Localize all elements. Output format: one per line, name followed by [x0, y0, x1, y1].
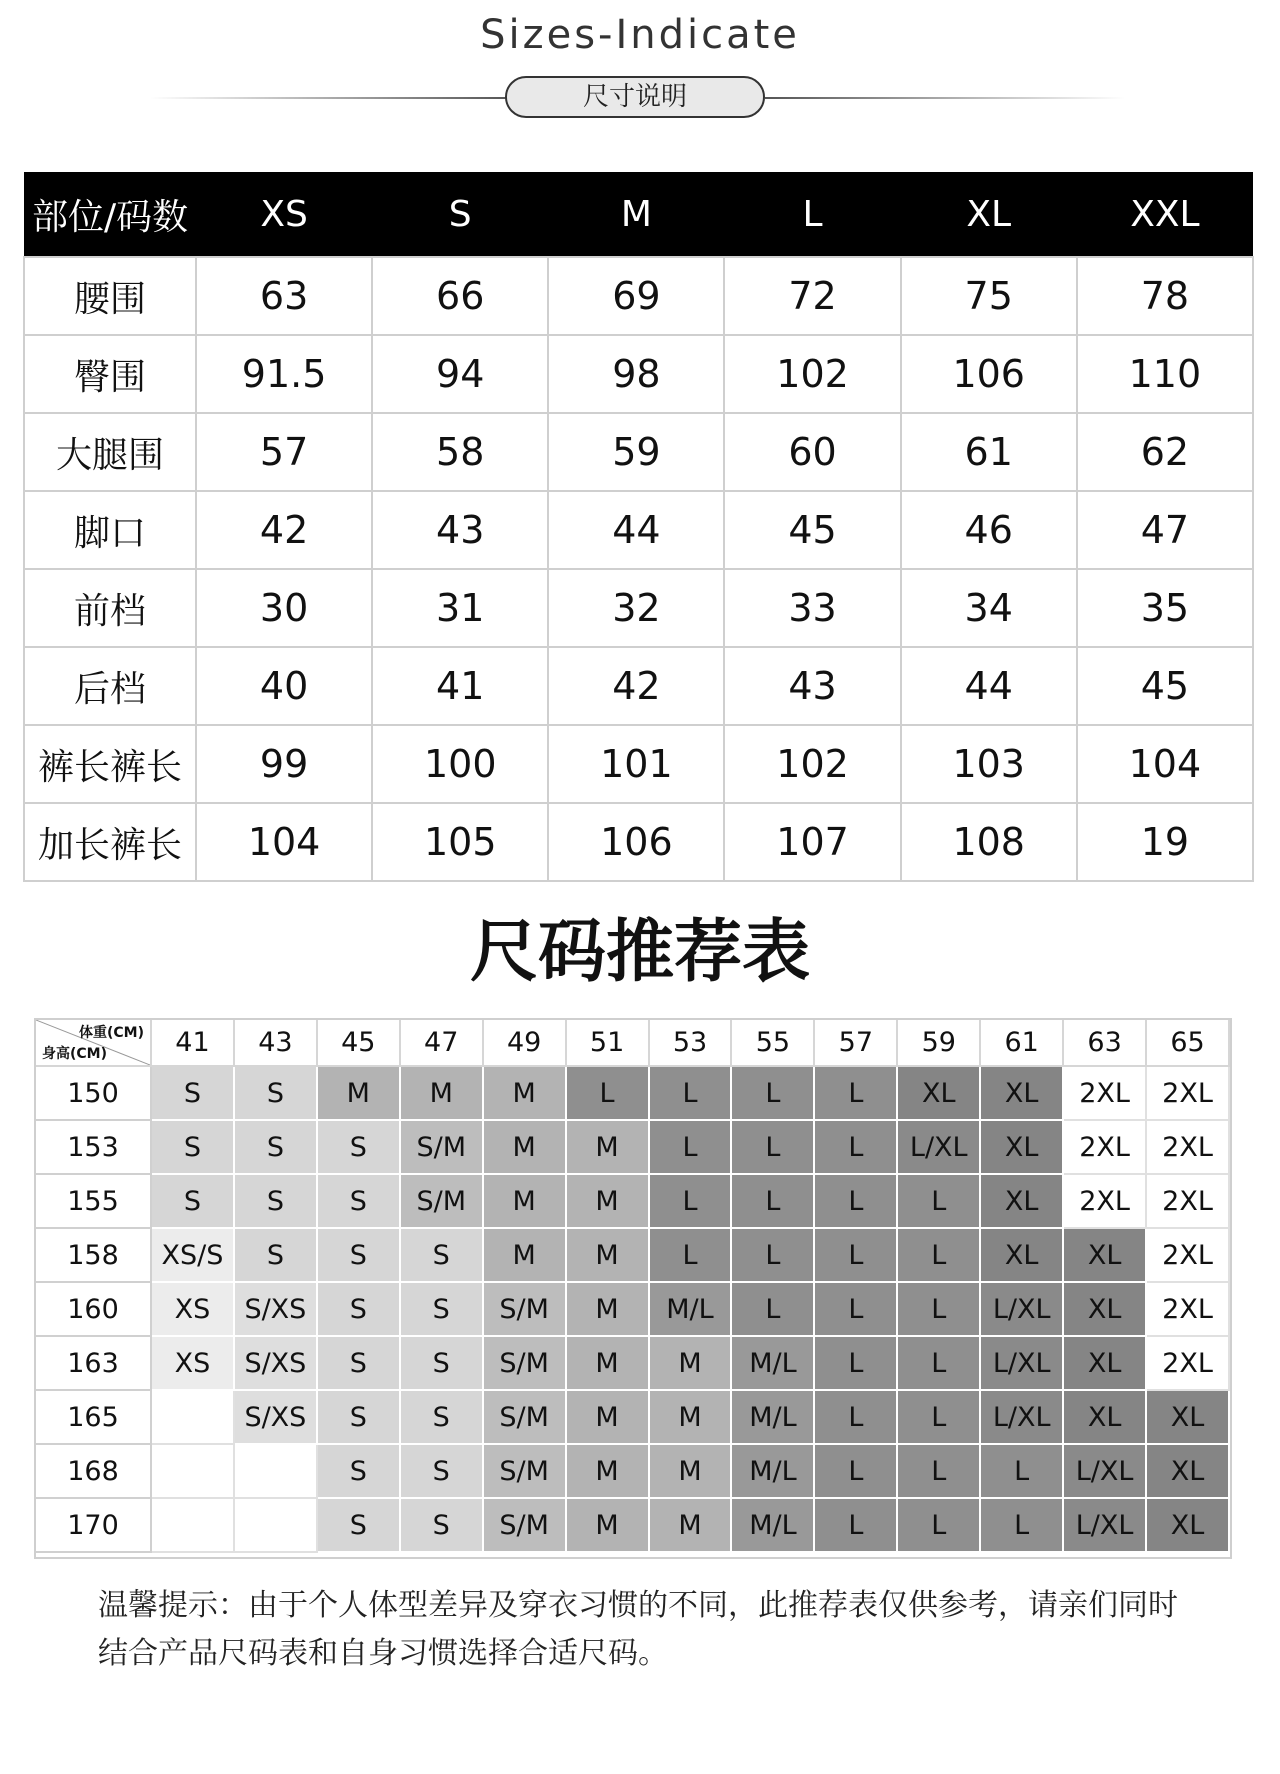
weight-column-header: 63	[1064, 1020, 1147, 1067]
measurement-value: 78	[1077, 257, 1253, 335]
size-table-row	[24, 647, 1253, 725]
height-label: 150	[36, 1067, 152, 1121]
recommended-size-cell: 2XL	[1147, 1229, 1230, 1283]
recommended-size-cell: S/M	[401, 1121, 484, 1175]
recommended-size-cell: L	[815, 1445, 898, 1499]
recommended-size-cell: M	[484, 1175, 567, 1229]
size-spec-table	[23, 172, 1254, 882]
recommended-size-cell: XS/S	[152, 1229, 235, 1283]
recommended-size-cell: L	[815, 1337, 898, 1391]
recommended-size-cell: M/L	[650, 1283, 733, 1337]
size-column-header: M	[548, 172, 724, 257]
weight-column-header: 59	[898, 1020, 981, 1067]
measurement-value: 42	[548, 647, 724, 725]
measurement-value: 102	[724, 335, 900, 413]
height-axis-label: 身高(CM)	[42, 1046, 108, 1062]
recommended-size-cell: M	[567, 1391, 650, 1445]
measurement-value: 19	[1077, 803, 1253, 881]
measurement-value: 105	[372, 803, 548, 881]
size-advice-note	[98, 1582, 1198, 1678]
recommended-size-cell: M	[650, 1499, 733, 1553]
measurement-value: 99	[196, 725, 372, 803]
recommended-size-cell: M	[567, 1445, 650, 1499]
recommended-size-cell	[152, 1499, 235, 1553]
recommended-size-cell: L	[650, 1121, 733, 1175]
recommended-size-cell: L	[898, 1445, 981, 1499]
size-table-header-row	[24, 172, 1253, 257]
recommended-size-cell: M	[567, 1337, 650, 1391]
recommended-size-cell: L	[898, 1391, 981, 1445]
recommended-size-cell: S/M	[484, 1337, 567, 1391]
measurement-value: 60	[724, 413, 900, 491]
weight-column-header: 53	[650, 1020, 733, 1067]
recommended-size-cell: XL	[1064, 1337, 1147, 1391]
weight-column-header: 57	[815, 1020, 898, 1067]
recommended-size-cell	[152, 1445, 235, 1499]
measurement-value: 43	[724, 647, 900, 725]
recommended-size-cell: S/M	[484, 1499, 567, 1553]
recommended-size-cell: 2XL	[1064, 1175, 1147, 1229]
measurement-value: 94	[372, 335, 548, 413]
height-label: 168	[36, 1445, 152, 1499]
header-title-en: Sizes-Indicate	[480, 12, 800, 58]
recommended-size-cell: S/XS	[235, 1391, 318, 1445]
measurement-value: 31	[372, 569, 548, 647]
recommended-size-cell: M	[401, 1067, 484, 1121]
recommended-size-cell: M/L	[732, 1499, 815, 1553]
measurement-label: 后档	[24, 647, 196, 725]
recommended-size-cell: L/XL	[981, 1391, 1064, 1445]
recommended-size-cell: 2XL	[1147, 1067, 1230, 1121]
header-divider-left	[150, 97, 510, 99]
height-row	[36, 1175, 1230, 1229]
recommended-size-cell: S	[318, 1229, 401, 1283]
size-table-row	[24, 335, 1253, 413]
recommended-size-cell: M	[484, 1121, 567, 1175]
recommended-size-cell: S	[152, 1175, 235, 1229]
recommended-size-cell: S	[401, 1445, 484, 1499]
recommended-size-cell: S/M	[484, 1391, 567, 1445]
recommended-size-cell: L	[650, 1067, 733, 1121]
height-row	[36, 1499, 1230, 1553]
height-label: 163	[36, 1337, 152, 1391]
recommended-size-cell: S	[318, 1391, 401, 1445]
recommended-size-cell: XL	[1147, 1445, 1230, 1499]
size-table-row	[24, 413, 1253, 491]
recommended-size-cell: XL	[1064, 1229, 1147, 1283]
recommended-size-cell: S	[152, 1067, 235, 1121]
measurement-value: 110	[1077, 335, 1253, 413]
height-label: 155	[36, 1175, 152, 1229]
measurement-value: 57	[196, 413, 372, 491]
weight-axis-label: 体重(CM)	[78, 1025, 144, 1041]
recommended-size-cell: 2XL	[1147, 1121, 1230, 1175]
height-row	[36, 1067, 1230, 1121]
measurement-label: 腰围	[24, 257, 196, 335]
recommended-size-cell: 2XL	[1064, 1121, 1147, 1175]
recommended-size-cell: L/XL	[898, 1121, 981, 1175]
size-table-row	[24, 725, 1253, 803]
weight-column-header: 47	[401, 1020, 484, 1067]
recommended-size-cell: L	[815, 1175, 898, 1229]
recommended-size-cell: L	[815, 1229, 898, 1283]
measurement-value: 43	[372, 491, 548, 569]
recommended-size-cell: L/XL	[981, 1283, 1064, 1337]
weight-header-row	[36, 1020, 1230, 1067]
recommended-size-cell: L/XL	[981, 1337, 1064, 1391]
recommended-size-cell: L	[898, 1499, 981, 1553]
recommended-size-cell: M	[650, 1337, 733, 1391]
recommended-size-cell: M	[318, 1067, 401, 1121]
recommended-size-cell: S	[235, 1121, 318, 1175]
recommended-size-cell: XL	[1064, 1283, 1147, 1337]
recommended-size-cell: XL	[981, 1229, 1064, 1283]
grid-corner-cell	[36, 1020, 152, 1067]
height-row	[36, 1121, 1230, 1175]
measurement-value: 107	[724, 803, 900, 881]
measurement-value: 44	[901, 647, 1077, 725]
measurement-value: 104	[196, 803, 372, 881]
height-label: 153	[36, 1121, 152, 1175]
measurement-value: 42	[196, 491, 372, 569]
recommended-size-cell: S	[318, 1175, 401, 1229]
recommended-size-cell	[152, 1391, 235, 1445]
measurement-label: 前档	[24, 569, 196, 647]
measurement-value: 75	[901, 257, 1077, 335]
recommended-size-cell: S/XS	[235, 1337, 318, 1391]
note-line-1: 温馨提示：由于个人体型差异及穿衣习惯的不同，此推荐表仅供参考，请亲们同时	[98, 1588, 1178, 1623]
recommendation-title: 尺码推荐表	[469, 913, 810, 992]
measurement-value: 91.5	[196, 335, 372, 413]
recommended-size-cell: L	[732, 1175, 815, 1229]
weight-column-header: 49	[484, 1020, 567, 1067]
measurement-value: 69	[548, 257, 724, 335]
size-column-header: S	[372, 172, 548, 257]
measurement-value: 100	[372, 725, 548, 803]
height-row	[36, 1229, 1230, 1283]
recommended-size-cell: L	[898, 1337, 981, 1391]
size-table-row	[24, 491, 1253, 569]
measurement-value: 58	[372, 413, 548, 491]
size-table-corner: 部位/码数	[24, 172, 196, 257]
recommended-size-cell: L	[898, 1283, 981, 1337]
recommended-size-cell: L	[815, 1391, 898, 1445]
recommended-size-cell: L	[815, 1283, 898, 1337]
recommended-size-cell: L	[732, 1067, 815, 1121]
recommended-size-cell: M	[650, 1445, 733, 1499]
weight-column-header: 41	[152, 1020, 235, 1067]
measurement-label: 裤长裤长	[24, 725, 196, 803]
weight-column-header: 61	[981, 1020, 1064, 1067]
measurement-value: 61	[901, 413, 1077, 491]
recommended-size-cell: XL	[1064, 1391, 1147, 1445]
measurement-value: 47	[1077, 491, 1253, 569]
recommended-size-cell: S	[401, 1499, 484, 1553]
recommended-size-cell: L	[898, 1175, 981, 1229]
recommended-size-cell: M	[484, 1229, 567, 1283]
recommended-size-cell: L	[815, 1499, 898, 1553]
measurement-value: 106	[548, 803, 724, 881]
recommended-size-cell: S/XS	[235, 1283, 318, 1337]
recommended-size-cell: S	[235, 1229, 318, 1283]
recommended-size-cell: XL	[981, 1121, 1064, 1175]
size-column-header: XS	[196, 172, 372, 257]
measurement-value: 106	[901, 335, 1077, 413]
recommended-size-cell: S	[401, 1337, 484, 1391]
header-divider-right	[765, 97, 1125, 99]
measurement-label: 脚口	[24, 491, 196, 569]
measurement-label: 加长裤长	[24, 803, 196, 881]
weight-column-header: 45	[318, 1020, 401, 1067]
recommended-size-cell: XL	[981, 1175, 1064, 1229]
measurement-value: 72	[724, 257, 900, 335]
size-table-row	[24, 803, 1253, 881]
recommended-size-cell: L/XL	[1064, 1499, 1147, 1553]
recommended-size-cell: S	[318, 1337, 401, 1391]
measurement-value: 62	[1077, 413, 1253, 491]
weight-column-header: 51	[567, 1020, 650, 1067]
recommended-size-cell: 2XL	[1064, 1067, 1147, 1121]
measurement-value: 35	[1077, 569, 1253, 647]
size-column-header: L	[724, 172, 900, 257]
recommended-size-cell: S	[401, 1391, 484, 1445]
recommended-size-cell: S	[401, 1283, 484, 1337]
size-column-header: XL	[901, 172, 1077, 257]
measurement-value: 32	[548, 569, 724, 647]
recommended-size-cell: XL	[898, 1067, 981, 1121]
weight-column-header: 65	[1147, 1020, 1230, 1067]
recommended-size-cell: L	[981, 1445, 1064, 1499]
recommended-size-cell: L	[815, 1121, 898, 1175]
measurement-value: 45	[724, 491, 900, 569]
recommended-size-cell: S	[318, 1499, 401, 1553]
recommended-size-cell: S/M	[484, 1445, 567, 1499]
measurement-value: 108	[901, 803, 1077, 881]
recommended-size-cell: L	[650, 1175, 733, 1229]
recommended-size-cell: 2XL	[1147, 1175, 1230, 1229]
recommended-size-cell: M/L	[732, 1337, 815, 1391]
recommended-size-cell: S/M	[484, 1283, 567, 1337]
height-label: 165	[36, 1391, 152, 1445]
recommended-size-cell: L/XL	[1064, 1445, 1147, 1499]
measurement-value: 30	[196, 569, 372, 647]
height-row	[36, 1391, 1230, 1445]
recommended-size-cell: L	[650, 1229, 733, 1283]
header-title-cn-pill: 尺寸说明	[505, 76, 765, 118]
measurement-value: 101	[548, 725, 724, 803]
recommended-size-cell: S	[152, 1121, 235, 1175]
recommended-size-cell: S	[318, 1283, 401, 1337]
recommended-size-cell: XL	[1147, 1499, 1230, 1553]
recommended-size-cell: XS	[152, 1283, 235, 1337]
measurement-value: 46	[901, 491, 1077, 569]
size-column-header: XXL	[1077, 172, 1253, 257]
recommended-size-cell: L	[567, 1067, 650, 1121]
note-line-2: 结合产品尺码表和自身习惯选择合适尺码。	[98, 1636, 668, 1671]
measurement-value: 40	[196, 647, 372, 725]
recommended-size-cell: M	[567, 1229, 650, 1283]
recommended-size-cell: L	[732, 1121, 815, 1175]
recommended-size-cell: L	[898, 1229, 981, 1283]
recommended-size-cell: M	[567, 1121, 650, 1175]
recommended-size-cell: XL	[981, 1067, 1064, 1121]
weight-column-header: 55	[732, 1020, 815, 1067]
recommended-size-cell: L	[815, 1067, 898, 1121]
recommended-size-cell: M/L	[732, 1391, 815, 1445]
recommended-size-cell: M	[567, 1283, 650, 1337]
recommended-size-cell: M/L	[732, 1445, 815, 1499]
height-row	[36, 1337, 1230, 1391]
measurement-value: 34	[901, 569, 1077, 647]
recommended-size-cell: XS	[152, 1337, 235, 1391]
height-label: 170	[36, 1499, 152, 1553]
measurement-value: 41	[372, 647, 548, 725]
height-label: 160	[36, 1283, 152, 1337]
recommended-size-cell: S	[318, 1121, 401, 1175]
measurement-value: 44	[548, 491, 724, 569]
measurement-value: 98	[548, 335, 724, 413]
recommended-size-cell	[235, 1445, 318, 1499]
recommended-size-cell: S/M	[401, 1175, 484, 1229]
recommended-size-cell: M	[567, 1175, 650, 1229]
recommended-size-cell	[235, 1499, 318, 1553]
measurement-value: 59	[548, 413, 724, 491]
height-row	[36, 1445, 1230, 1499]
size-table-row	[24, 257, 1253, 335]
height-label: 158	[36, 1229, 152, 1283]
measurement-label: 大腿围	[24, 413, 196, 491]
recommended-size-cell: L	[981, 1499, 1064, 1553]
measurement-label: 臀围	[24, 335, 196, 413]
recommended-size-cell: L	[732, 1229, 815, 1283]
recommended-size-cell: S	[235, 1067, 318, 1121]
recommended-size-cell: M	[484, 1067, 567, 1121]
recommended-size-cell: M	[567, 1499, 650, 1553]
measurement-value: 45	[1077, 647, 1253, 725]
measurement-value: 33	[724, 569, 900, 647]
recommended-size-cell: S	[401, 1229, 484, 1283]
measurement-value: 63	[196, 257, 372, 335]
recommended-size-cell: XL	[1147, 1391, 1230, 1445]
measurement-value: 104	[1077, 725, 1253, 803]
recommended-size-cell: L	[732, 1283, 815, 1337]
measurement-value: 102	[724, 725, 900, 803]
recommended-size-cell: M	[650, 1391, 733, 1445]
measurement-value: 103	[901, 725, 1077, 803]
weight-column-header: 43	[235, 1020, 318, 1067]
recommended-size-cell: S	[235, 1175, 318, 1229]
recommended-size-cell: S	[318, 1445, 401, 1499]
measurement-value: 66	[372, 257, 548, 335]
recommended-size-cell: 2XL	[1147, 1337, 1230, 1391]
recommended-size-cell: 2XL	[1147, 1283, 1230, 1337]
height-row	[36, 1283, 1230, 1337]
size-recommendation-grid	[34, 1018, 1232, 1559]
size-table-row	[24, 569, 1253, 647]
